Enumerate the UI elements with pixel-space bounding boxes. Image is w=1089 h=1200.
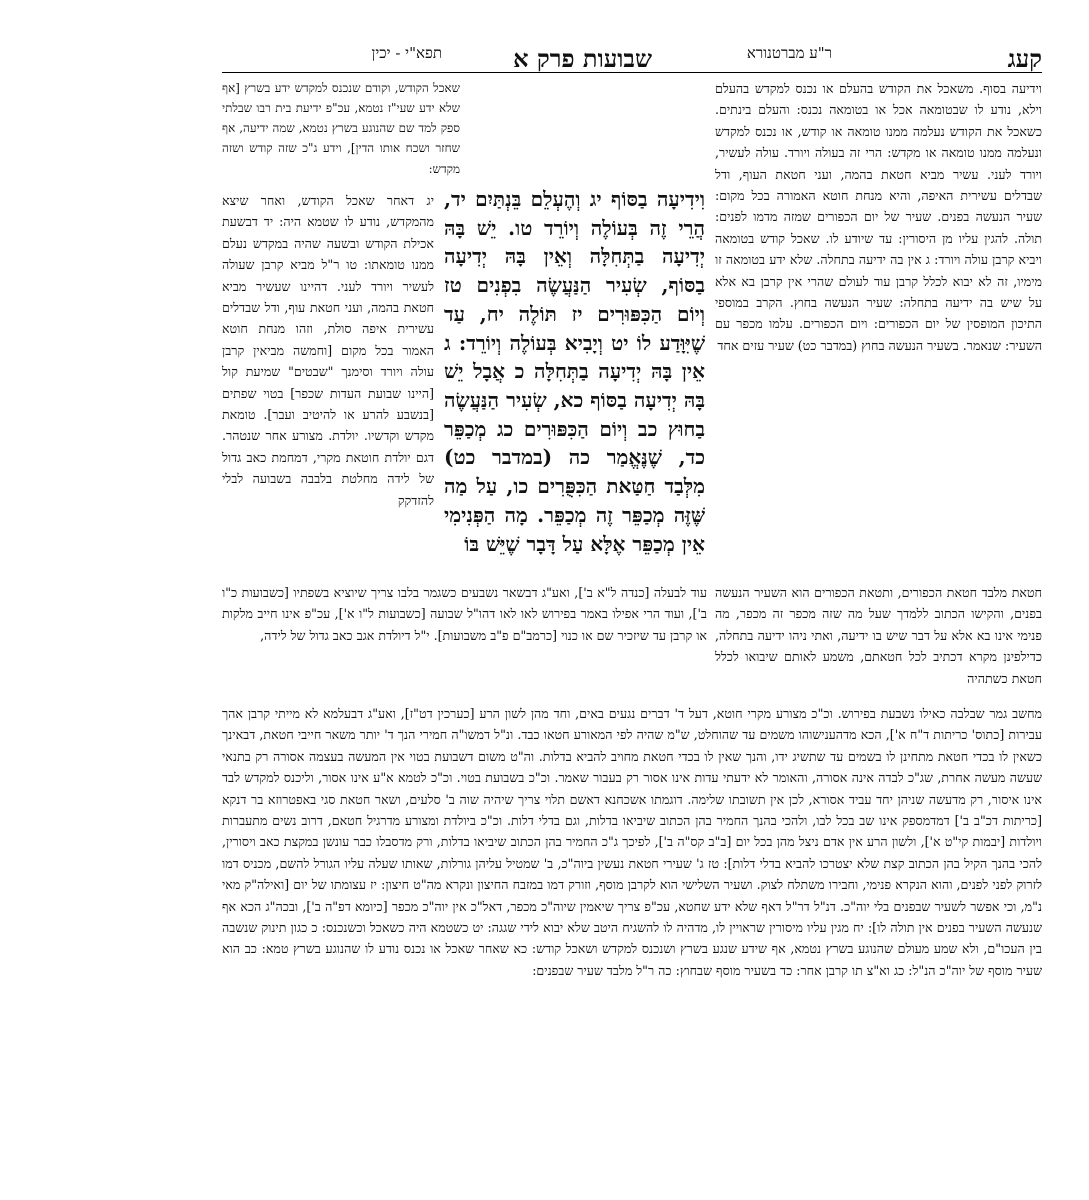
mishnah-text-block	[444, 185, 705, 565]
tiferet-yisrael-column-text: יג דאחר שאכל הקודש, ואחר שיצא מהמקדש, נודע לו שטמא היה: יד דבשעת אכילת הקודש ובשעה שהיה במקדש נעלם ממנו טומאתו: טו ר"ל מביא קרבן שעולה לעשיר ויורד לעני. דהיינו שעשיר מביא חטאת בהמה, ועני חטאת עוף, ודל שבדלים עשירית איפה סולת, וזהו מנחת חוטא האמור בכל מקום [וחמשה מביאין קרבן עולה ויורד וסימנך "שבטים" שמיעת קול [היינו שבועת העדות שכפר] בטוי שפתים [בנשבע להרע או להיטיב ועבר]. טומאת מקדש וקדשיו. יולדת. מצורע אחר שנטהר. דגם יולדת חוטאת מקרי, דמחמת כאב גדול של לידה מחלטת בלבבה בשבועה לבלי להזדקק	[222, 193, 434, 508]
tiferet-yisrael-top-text: שאכל הקודש, וקודם שנכנס למקדש ידע בשרץ [אף שלא ידע שעי"ז נטמא, עכ"פ ידיעת בית רבו שבלתי ספק למד שם שהנוגע בשרץ נטמא, שמה ידיעה, אף שחזר ושכח אותו הדין], וידע ג"כ שזה קודש ושזה מקדש:	[222, 81, 460, 176]
footnotes-block	[222, 703, 1042, 1159]
mishnah-text: וִידִיעָה בַסּוֹף יג וְהֶעְלֵם בֵּנְתַּיִם יד, הֲרֵי זֶה בְּעוֹלֶה וְיוֹרֵד טו. יֵשׁ בָּהּ יְדִיעָה בַתְּחִלָּה וְאֵין בָּהּ יְדִיעָה בַסּוֹף, שְׂעִיר הַנַּעֲשֶׂה בִפְנִים טז וְיוֹם הַכִּפּוּרִים יז תּוֹלֶה יח, עַד שֶׁיִּוָּדַע לוֹ יט וְיָבִיא בְּעוֹלֶה וְיוֹרֵד: ג אֵין בָּהּ יְדִיעָה בַתְּחִלָּה כ אֲבָל יֵשׁ בָּהּ יְדִיעָה בַסּוֹף כא, שְׂעִיר הַנַּעֲשֶׂה בַחוּץ כב וְיוֹם הַכִּפּוּרִים כג מְכַפֵּר כד, שֶׁנֶּאֱמַר כה (במדבר כט) מִלְּבַד חַטַּאת הַכִּפֻּרִים כו, עַל מַה שֶּׁזֶּה מְכַפֵּר זֶה מְכַפֵּר. מָה הַפְּנִימִי אֵין מְכַפֵּר אֶלָּא עַל דָּבָר שֶׁיֵּשׁ בּוֹ	[444, 187, 705, 556]
tiferet-yisrael-continuation	[222, 582, 707, 700]
commentator-name: ר"ע מברטנורא	[746, 44, 832, 62]
bartenura-continuation	[715, 582, 1042, 700]
page-number: קעג	[1007, 44, 1042, 73]
bartenura-column	[715, 78, 1042, 573]
footnotes-text: מחשב גמר שבלבה כאילו נשבעת בפירוש. וכ"כ מצורע מקרי חוטא, דעל ד' דברים נגעים באים, וחד מהן לשון הרע [כערכין דט"ז], ואע"ג דבעלמא לא מייתי קרבן אהך עבירות [כתוס' כריתות ד"ח א'], הכא מדהענישוהו משמים עד שהוחלט, ש"מ שהיה לפי המאורע חטאו כבד. ונ"ל דמשו"ה חמירי הנך ד' יותר משאר חייבי חטאת, דבאינך כשאין לו בכדי חטאת מתחינן לו בשמים עד שתשיג ידו, והנך שאין לו בכדי חטאת מחויב להביא בדלות. וה"ט משום דשבועת בטוי אין המעשה בעצמה אסורה רק בתנאי שעשה מעשה אחרת, שג"כ לבדה אינה אסורה, והאומר לא ידעתי עדות אינו אסור רק בעבור שאמר. וכ"כ בשבועת בטוי. וכ"כ לטמא א"ע אינו אסור, וליכנס למקדש לבד אינו איסור, רק מדעשה שניהן יחד עביד אסורא, לכן אין תשובתו שלימה. דוגמתו אשכחנא דאשם תלוי צריך שיהיה שוה ב' סלעים, ושאר חטאת סגי באפטרוזא בר דנקא [כריתות דכ"ב ב'] דמדמספק אינו שב בכל לבו, ולהכי בהנך החמיר בהן הכתוב שיביאו בדלות, וגם בדלי דלות. וכ"כ ביולדת ומצורע מדרגיל חטאם, דרוב נשים מתעברות ויולדות [יבמות קי"ט א'], ולשון הרע אין אדם ניצל מהן בכל יום [ב"ב קס"ה ב'], לפיכך ג"כ החמיר בהן הכתוב שיביאו בדלות, ורק מדסבלו כבר עונשן במקצת כאב ויסורין, להכי בהנך הקיל בהן הכתוב קצת שלא יצטרכו להביא בדלי דלות]: טז ג' שעירי חטאת נעשין ביוה"כ, ב' שמטיל עליהן גורלות, שאותו שעלה עליו הגורל להשם, מכניס דמו לזרוק לפני לפנים, והוא הנקרא פנימי, וחבירו משתלח לצוק. ושעיר השלישי הוא לקרבן מוסף, וזורק דמו במזבח החיצון ונקרא מה"ט חיצון: יז עצומתו של יום [ואילה"ק מאי נ"מ, וכי אפשר לשעיר שבפנים בלי יוה"כ. דנ"ל דר"ל דאף שלא ידע שחטא, עכ"פ צריך שיאמין שיוה"כ מכפר, דאל"כ אין יוה"כ מכפר [כיומא דפ"ה ב'], ובכה"ג הכא אף שנעשה השעיר בפנים אין תולה לו]: יח מגין עליו מיסורין שראויין לו, מדהיה לו להשגיח היטב שלא יבוא לידי שגגה: יט כשטמא היה כשאכל וכשנכנס: כ כגון תינוק שנשבה בין העכו"ם, ולא שמע מעולם שהנוגע בשרץ נטמא, אף שידע שנגע בשרץ ושנכנס למקדש ושאכל קודש: כא שאחר שאכל או נכנס נודע לו שהנוגע בשרץ טמא: כב הוא שעיר מוסף של יוה"כ הנ"ל: כג וא"צ תו קרבן אחר: כד בשעיר מוסף שבחוץ: כה ר"ל מלבד שעיר שבפנים:	[222, 706, 1042, 978]
page-header	[222, 40, 1042, 73]
tractate-title: שבועות פרק א	[513, 44, 652, 73]
commentary-dates: תפא"י - יכין	[371, 44, 442, 62]
bartenura-continuation-text: חטאת מלבד חטאת הכפורים, ותטאת הכפורים הוא השעיר הנעשה בפנים, והקישו הכתוב ללמדך שעל מה שזה מכפר זה מכפר, מה פנימי אינו בא אלא על דבר שיש בו ידיעה, ואתי ניהו ידיעה בתחלה, כדילפינן מקרא דכתיב לכל חטאתם, משמע לאותם שיבואו לכלל חטאת כשתהיה	[715, 585, 1042, 686]
tiferet-yisrael-top-block	[222, 78, 460, 178]
tiferet-yisrael-continuation-text: עוד לבעלה [כנדה ל"א ב'], ואע"ג דבשאר נשבעים כשגמר בלבו צריך שיוציא בשפתיו [כשבועות כ"ו ב'], ועוד הרי אפילו באמר בפירוש לאו לאו דהו"ל שבועה [כשבועות ל"ו א'], עכ"פ אינו חייב מלקות או קרבן עד שיזכיר שם או כנוי [כרמב"ם פ"ב משבועות]. י"ל דיולדת אגב כאב גדול של לידה,	[222, 585, 707, 643]
bartenura-column-text: וידיעה בסוף. משאכל את הקודש בהעלם או נכנס למקדש בהעלם וילא, נודע לו שבטומאה אכל או בטומאה נכנס: והעלם בינתים. כשאכל את הקודש נעלמה ממנו טומאה או קודש, או נכנס למקדש ונעלמה ממנו טומאה או מקדש: הרי זה בעולה ויורד. עולה לעשיר, ויורד לעני. עשיר מביא חטאת בהמה, ועני חטאת העוף, ודל שבדלים עשירית האיפה, והיא מנחת חוטא האמורה בכל מקום: שעיר הנעשה בפנים. שעיר של יום הכפורים שמזה מדמו לפנים: תולה. להגין עליו מן היסורין: עד שיודע לו. שאכל קודש בטומאה ויביא קרבן עולה ויורד: ג אין בה ידיעה בתחלה. שלא ידע בטומאה זו מימיו, זה לא יבוא לכלל קרבן עוד לעולם שהרי אין קרבן בא אלא על שיש בה ידיעה בתחלה: שעיר הנעשה בחוץ. הקרב במוספי התיכון המופסין של יום הכפורים: ויום הכפורים. עלמו מכפר עם השעיר: שנאמר. בשעיר הנעשה בחוץ (במדבר כט) שעיר עזים אחד	[715, 81, 1042, 353]
tiferet-yisrael-column	[222, 190, 434, 568]
